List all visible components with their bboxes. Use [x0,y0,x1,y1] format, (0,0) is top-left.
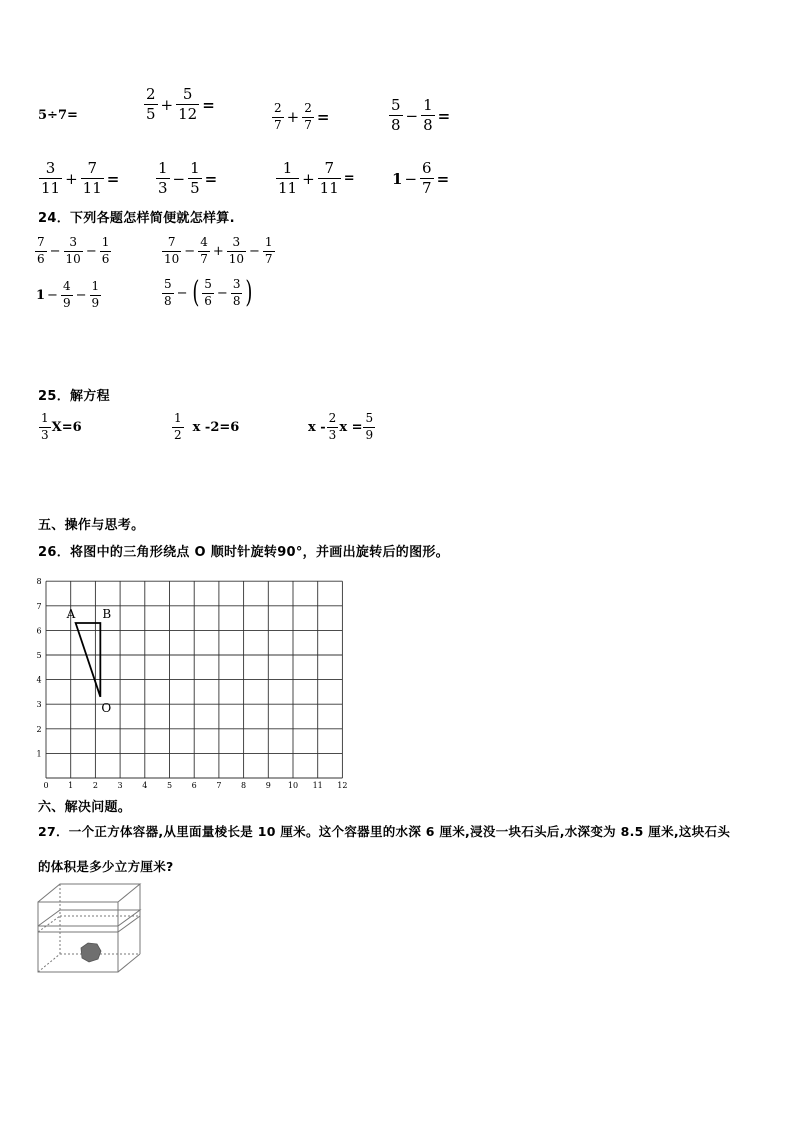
fraction: $\frac{7}{11}$ [82,159,102,198]
fraction: $\frac{5}{12}$ [178,85,198,124]
x-tick-label: 9 [265,781,271,788]
triangle-abo [76,623,101,697]
calc-3-11-plus-7-11: $\frac{3}{11}$ + $\frac{7}{11}$ = [41,159,120,198]
fraction: $\frac{1}{7}$ [264,235,273,266]
y-tick-label: 7 [36,601,42,611]
q25-title: 25．解方程 [38,389,110,404]
y-tick-label: 2 [36,724,42,734]
y-tick-label: 1 [36,749,42,759]
water-surface-line [38,910,140,926]
container-top-face [38,884,140,902]
fraction: $\frac{1}{2}$ [174,411,182,442]
fraction: $\frac{4}{7}$ [200,235,208,266]
x-tick-label: 5 [166,781,173,788]
q27-text-line2: 的体积是多少立方厘米? [38,859,174,874]
fraction: $\frac{1}{6}$ [101,235,110,266]
fraction: $\frac{5}{8}$ [391,96,401,135]
fraction: $\frac{1}{3}$ [41,411,49,442]
fraction: $\frac{5}{6}$ [204,277,212,308]
q24-expr-1: $\frac{7}{6}$ − $\frac{3}{10}$ − $\frac{1}{6}$ [37,235,110,266]
fraction: $\frac{4}{9}$ [62,279,71,310]
q24-title: 24．下列各题怎样简便就怎样算. [38,211,235,226]
calc-5div7: 5÷7= [38,108,78,123]
fraction: $\frac{7}{6}$ [37,235,45,266]
y-tick-label: 4 [36,675,42,685]
cube-container-illustration [34,880,164,980]
q27-text-line1: 27．一个正方体容器,从里面量棱长是 10 厘米。这个容器里的水深 6 厘米,浸没一块石头后,水深变为 8.5 厘米,这块石头 [38,824,731,839]
fraction: $\frac{3}{10}$ [65,235,81,266]
container-front-face [38,902,118,972]
fraction: $\frac{7}{11}$ [319,159,339,198]
q25-equation-3: x - $\frac{2}{3}$ x = $\frac{5}{9}$ [308,411,374,442]
section-5-heading: 五、操作与思考。 [38,518,145,533]
fraction: $\frac{2}{3}$ [328,411,337,442]
stone-shape [81,943,101,962]
fraction: $\frac{6}{7}$ [422,159,432,198]
fraction: $\frac{5}{9}$ [365,411,374,442]
q25-equation-2: $\frac{1}{2}$ x -2=6 [174,411,240,442]
x-tick-label: 4 [142,781,148,788]
fraction: $\frac{1}{8}$ [423,96,433,135]
calc-2-5-plus-5-12: $\frac{2}{5}$ + $\frac{5}{12}$ = [146,85,215,124]
fraction: $\frac{1}{9}$ [91,279,100,310]
fraction: $\frac{1}{11}$ [278,159,298,198]
y-tick-label: 5 [36,651,42,660]
x-tick-label: 7 [216,781,222,788]
y-tick-label: 6 [36,626,42,636]
fraction: $\frac{2}{7}$ [274,101,282,132]
section-6-heading: 六、解决问题。 [38,800,132,815]
x-tick-label: 3 [117,781,123,788]
fraction: $\frac{3}{8}$ [232,277,241,308]
x-tick-label: 2 [92,781,98,788]
x-tick-label: 10 [287,781,299,788]
calc-2-7-plus-2-7: $\frac{2}{7}$ + $\frac{2}{7}$ = [274,101,330,132]
fraction: $\frac{5}{8}$ [164,277,172,308]
calc-1-minus-6-7: 1 − $\frac{6}{7}$ = [392,159,450,198]
q24-expr-2: $\frac{7}{10}$ − $\frac{4}{7}$ + $\frac{3}{10}$ − $\frac{1}{7}$ [164,235,273,266]
fraction: $\frac{1}{5}$ [190,159,200,198]
x-tick-label: 1 [68,781,74,788]
fraction: $\frac{3}{11}$ [41,159,61,198]
x-tick-label: 0 [43,781,49,788]
calc-5-8-minus-1-8: $\frac{5}{8}$ − $\frac{1}{8}$ = [391,96,451,135]
calc-1-11-plus-7-11: $\frac{1}{11}$ + $\frac{7}{11}$ = [278,159,355,198]
y-tick-label: 3 [36,700,42,710]
q24-expr-3: 1 − $\frac{4}{9}$ − $\frac{1}{9}$ [36,279,100,310]
point-a-label: A [66,607,76,622]
q26-title: 26．将图中的三角形绕点 O 顺时针旋转90°，并画出旋转后的图形。 [38,545,449,560]
fraction: $\frac{3}{10}$ [228,235,245,266]
rotation-grid [34,570,364,788]
calc-1-3-minus-1-5: $\frac{1}{3}$ − $\frac{1}{5}$ = [158,159,218,198]
fraction: $\frac{2}{5}$ [146,85,156,124]
x-tick-label: 11 [312,781,323,788]
point-o-label: O [101,700,112,715]
x-tick-label: 6 [191,781,197,788]
point-b-label: B [102,607,112,622]
x-tick-label: 8 [241,781,247,788]
fraction: $\frac{1}{3}$ [158,159,168,198]
x-tick-label: 12 [337,781,348,788]
q25-equation-1: $\frac{1}{3}$ X=6 [41,411,82,442]
y-tick-label: 8 [36,577,42,587]
fraction: $\frac{7}{10}$ [164,235,180,266]
q24-expr-4: $\frac{5}{8}$ − ( $\frac{5}{6}$ − $\frac{3}{8}$ ) [164,275,253,311]
fraction: $\frac{2}{7}$ [304,101,312,132]
